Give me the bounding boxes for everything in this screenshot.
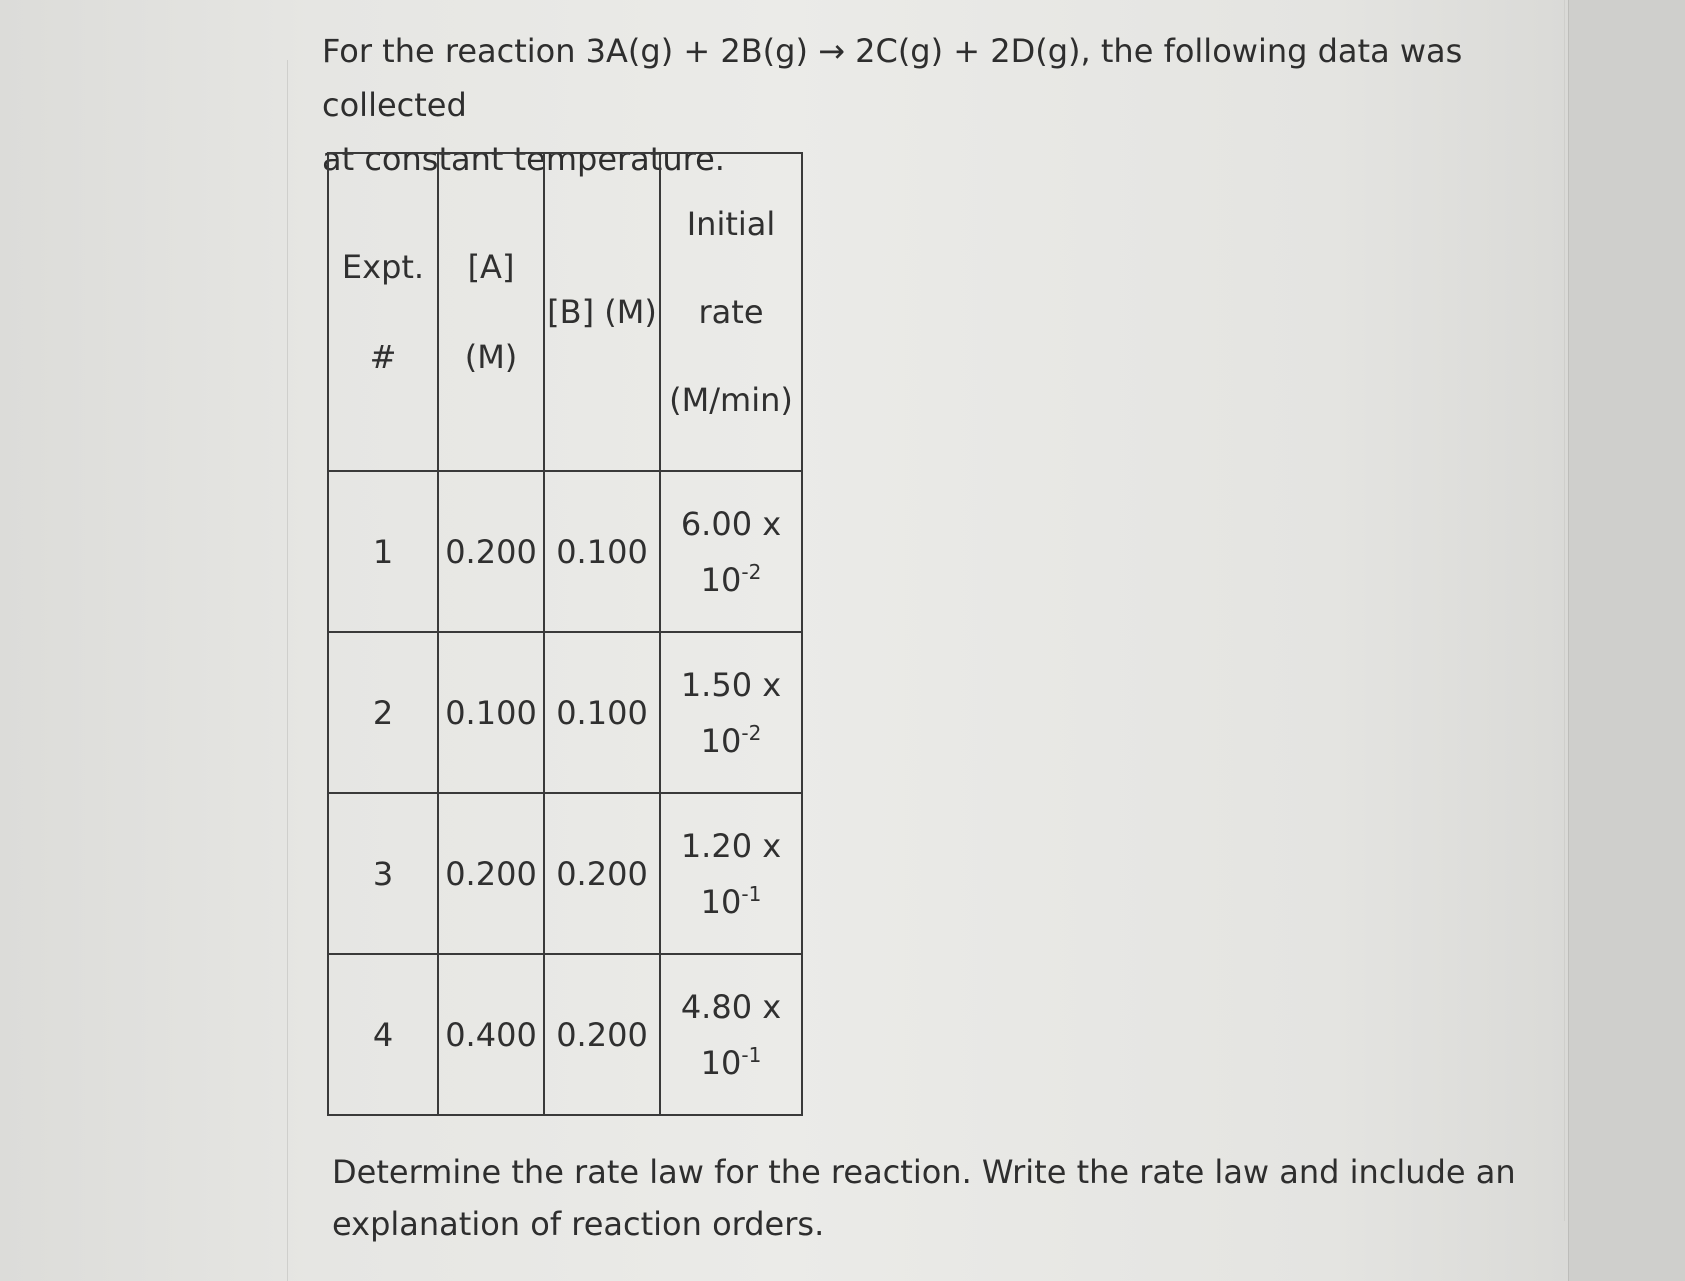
question-line-1: Determine the rate law for the reaction. Write the rate law and include an xyxy=(332,1153,1516,1191)
cell-rate xyxy=(660,471,802,632)
problem-statement-line-1: For the reaction 3A(g) + 2B(g) → 2C(g) + 2D(g), the following data was collected xyxy=(322,32,1463,124)
page-background-edge xyxy=(1568,0,1685,1281)
cell-expt: 3 xyxy=(328,793,438,954)
rate-base: 10 xyxy=(700,560,742,599)
header-expt-number: # xyxy=(369,338,397,376)
rate-exponent: -1 xyxy=(741,1042,762,1067)
problem-statement-line-2: at constant temperature. xyxy=(322,140,725,178)
table-header-row xyxy=(328,153,802,471)
rate-exponent: -1 xyxy=(741,881,762,906)
cell-b: 0.100 xyxy=(544,471,660,632)
header-b xyxy=(544,153,660,471)
header-rate-line-3: (M/min) xyxy=(669,381,793,419)
cell-rate xyxy=(660,793,802,954)
header-rate-line-2: rate xyxy=(698,293,764,331)
rate-power xyxy=(701,870,762,926)
header-rate xyxy=(660,153,802,471)
cell-expt: 4 xyxy=(328,954,438,1115)
rate-base: 10 xyxy=(700,721,742,760)
rate-power xyxy=(701,709,762,765)
left-margin-rule xyxy=(287,60,288,1281)
cell-rate xyxy=(660,632,802,793)
cell-a: 0.100 xyxy=(438,632,544,793)
table-row xyxy=(328,793,802,954)
cell-b: 0.200 xyxy=(544,793,660,954)
cell-a: 0.200 xyxy=(438,471,544,632)
rate-mantissa: 4.80 x xyxy=(680,987,782,1026)
header-rate-line-1: Initial xyxy=(686,205,776,243)
table-row xyxy=(328,954,802,1115)
rate-mantissa: 1.50 x xyxy=(680,665,782,704)
question-line-2: explanation of reaction orders. xyxy=(332,1205,825,1243)
cell-rate xyxy=(660,954,802,1115)
header-expt-label: Expt. xyxy=(341,248,425,286)
rate-mantissa: 6.00 x xyxy=(680,504,782,543)
header-a-label: [A] xyxy=(467,248,515,286)
cell-a: 0.200 xyxy=(438,793,544,954)
cell-expt: 1 xyxy=(328,471,438,632)
table-row xyxy=(328,471,802,632)
cell-expt: 2 xyxy=(328,632,438,793)
rate-base: 10 xyxy=(700,882,742,921)
rate-power xyxy=(701,548,762,604)
rate-power xyxy=(701,1031,762,1087)
rate-mantissa: 1.20 x xyxy=(680,826,782,865)
header-expt xyxy=(328,153,438,471)
kinetics-data-table xyxy=(327,152,803,1116)
rate-base: 10 xyxy=(700,1043,742,1082)
header-b-label: [B] (M) xyxy=(547,293,657,331)
header-a xyxy=(438,153,544,471)
right-margin-rule xyxy=(1564,0,1565,1221)
table-row xyxy=(328,632,802,793)
header-a-unit: (M) xyxy=(464,338,518,376)
question-prompt xyxy=(332,1146,1532,1250)
rate-exponent: -2 xyxy=(741,720,762,745)
cell-b: 0.200 xyxy=(544,954,660,1115)
cell-a: 0.400 xyxy=(438,954,544,1115)
cell-b: 0.100 xyxy=(544,632,660,793)
rate-exponent: -2 xyxy=(741,559,762,584)
